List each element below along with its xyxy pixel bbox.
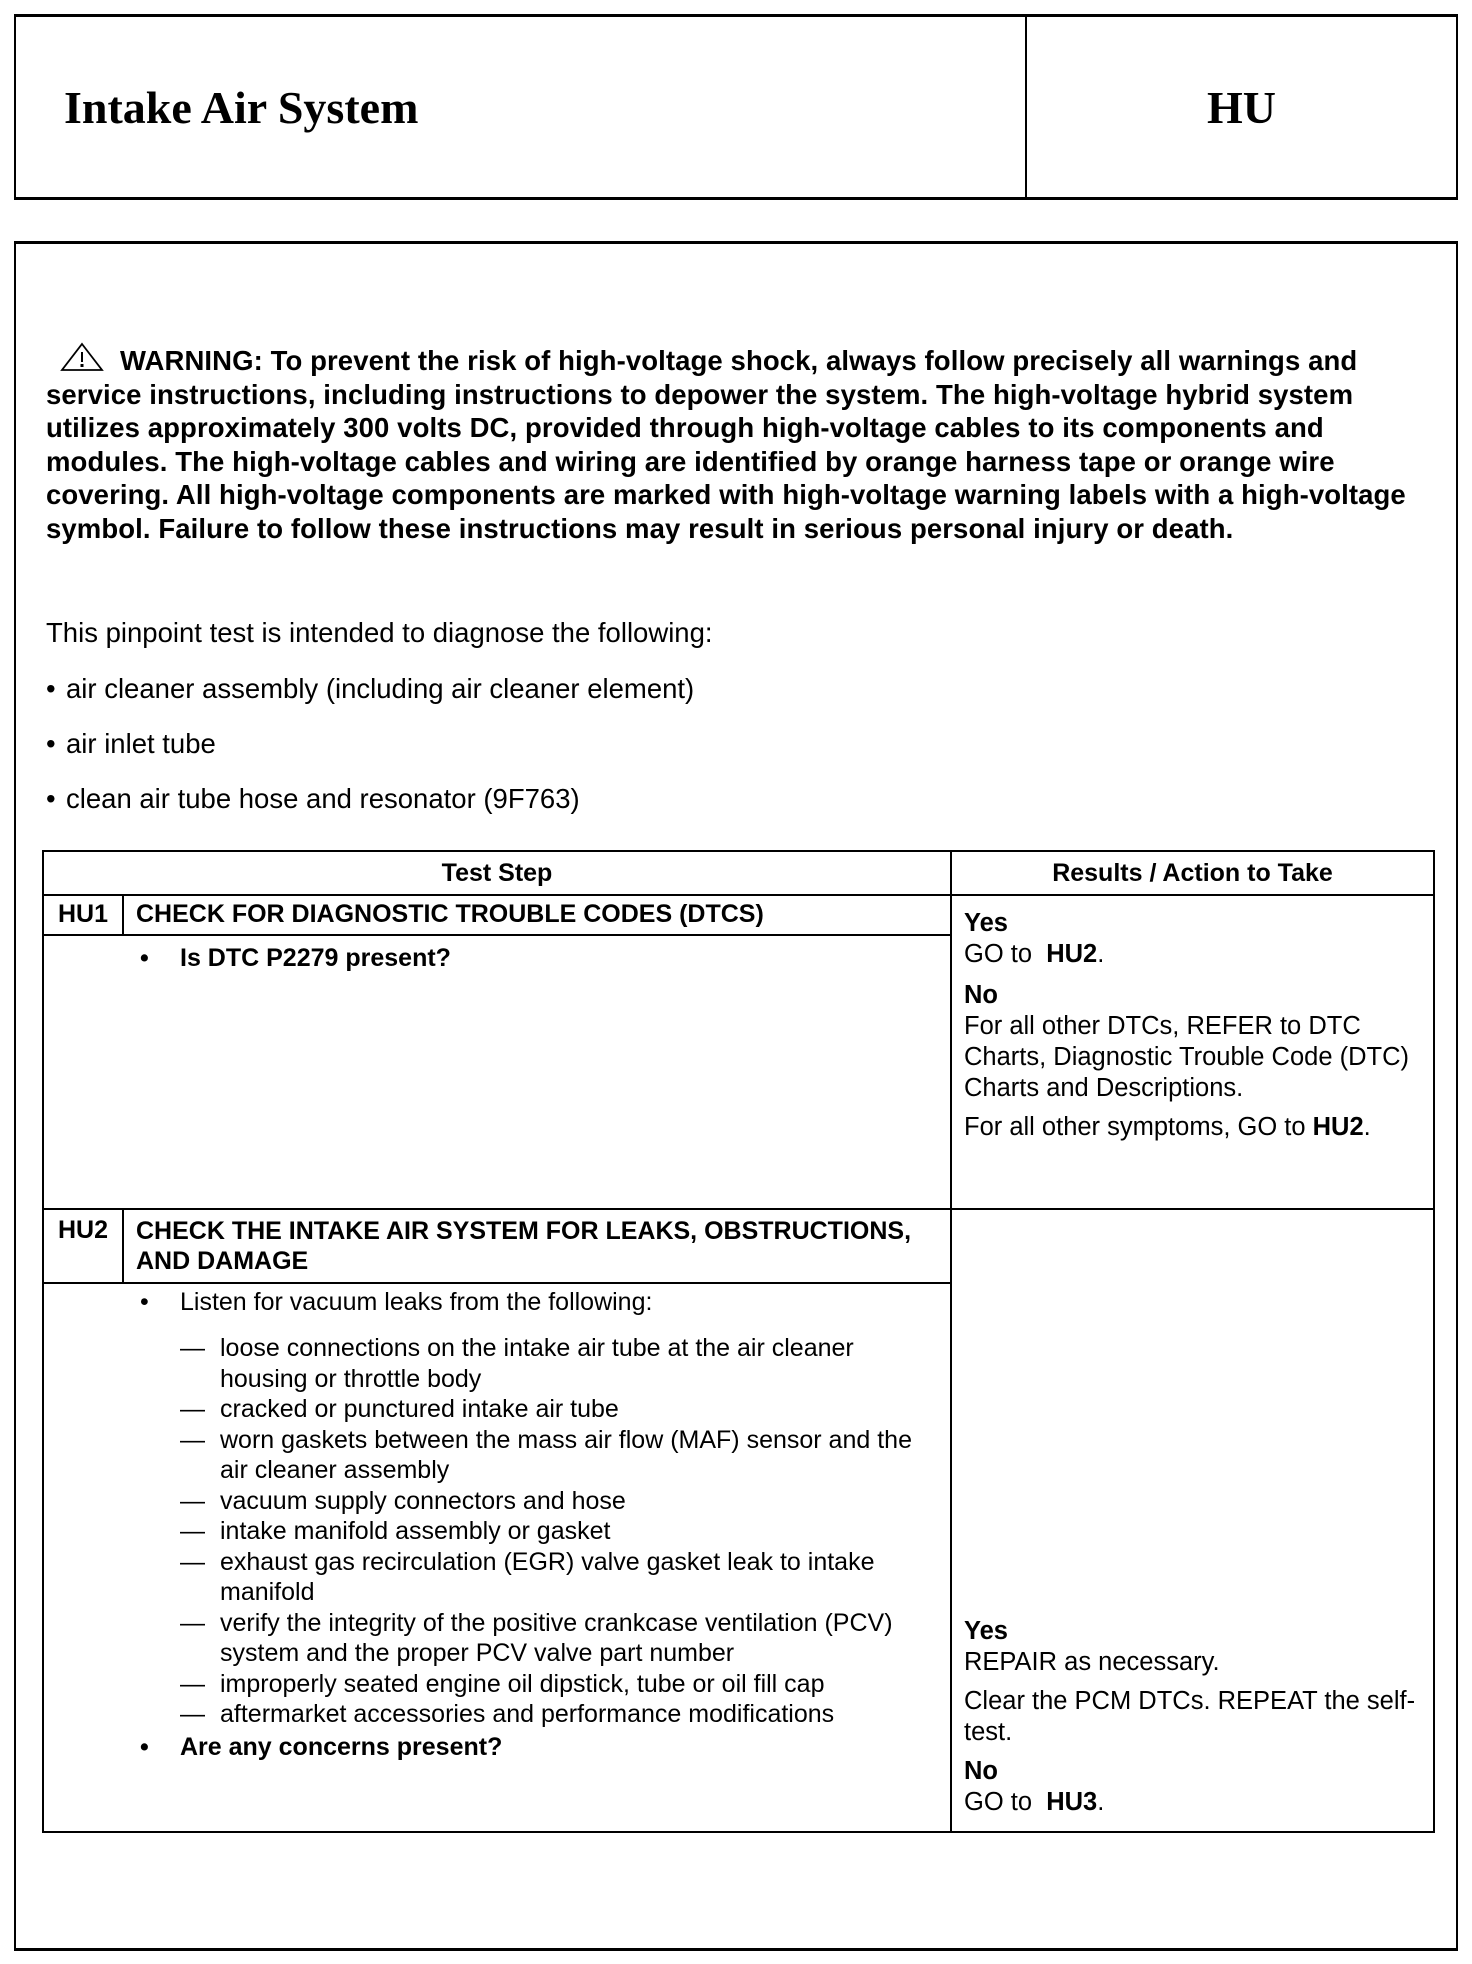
yes-label: Yes	[964, 909, 1008, 937]
step-title-hu1: CHECK FOR DIAGNOSTIC TROUBLE CODES (DTCS)	[124, 894, 950, 936]
list-item: — exhaust gas recirculation (EGR) valve gasket leak to intake manifold	[180, 1547, 875, 1606]
no-action-other: For all other symptoms, GO to HU2.	[964, 1113, 1371, 1141]
step-link-hu3[interactable]: HU3	[1046, 1788, 1098, 1816]
yes-action: REPAIR as necessary.	[964, 1648, 1220, 1676]
page-header	[14, 14, 1458, 200]
no-label: No	[964, 981, 998, 1009]
section-title: Intake Air System	[16, 17, 1027, 197]
bullet-icon: •	[46, 728, 56, 759]
list-item: • air inlet tube	[46, 728, 216, 759]
header-results: Results / Action to Take	[1052, 859, 1333, 887]
results-hu1	[964, 908, 1424, 1143]
step-question-hu2: • Are any concerns present?	[140, 1732, 503, 1761]
no-action: For all other DTCs, REFER to DTC Charts, Diagnostic Trouble Code (DTC) Charts and Descriptions.	[964, 1012, 1409, 1102]
section-code: HU	[1207, 81, 1276, 133]
warning-text: WARNING: To prevent the risk of high-voltage shock, always follow precisely all warnings and service instructions, including instructions to depower the system. The high-voltage hybrid system utilizes approximately 300 volts DC, provided through high-voltage cables to its components and modules. The high-voltage cables and wiring are identified by orange harness tape or orange wire covering. All high-voltage components are marked with high-voltage warning labels with a high-voltage symbol. Failure to follow these instructions may result in serious personal injury or death.	[46, 345, 1406, 544]
test-step-table	[42, 850, 1435, 1833]
warning-notice	[46, 342, 1446, 546]
step-link-hu2[interactable]: HU2	[1312, 1113, 1364, 1141]
results-hu2	[964, 1616, 1424, 1818]
list-item: — verify the integrity of the positive crankcase ventilation (PCV) system and the proper PCV valve part number	[180, 1608, 893, 1667]
intro-text: This pinpoint test is intended to diagnose the following:	[46, 617, 713, 648]
yes-action-2: Clear the PCM DTCs. REPEAT the self-test.	[964, 1687, 1416, 1746]
list-item: — vacuum supply connectors and hose	[180, 1486, 626, 1515]
header-test-step: Test Step	[441, 859, 553, 887]
list-item: — aftermarket accessories and performance modifications	[180, 1700, 835, 1728]
no-label: No	[964, 1757, 998, 1785]
bullet-icon: •	[46, 673, 56, 704]
list-item: • clean air tube hose and resonator (9F763)	[46, 783, 580, 814]
column-divider	[950, 852, 952, 1831]
hu2-lead: • Listen for vacuum leaks from the following:	[140, 1288, 653, 1316]
yes-label: Yes	[964, 1617, 1008, 1645]
bullet-icon: •	[46, 783, 56, 814]
step-link-hu2[interactable]: HU2	[1046, 940, 1098, 968]
list-item: — worn gaskets between the mass air flow (MAF) sensor and the air cleaner assembly	[180, 1425, 912, 1484]
list-item: — improperly seated engine oil dipstick, tube or oil fill cap	[180, 1669, 825, 1698]
list-item: • air cleaner assembly (including air cleaner element)	[46, 673, 695, 704]
content-box	[14, 241, 1458, 1951]
list-item: — intake manifold assembly or gasket	[180, 1517, 611, 1545]
hu2-instructions	[140, 1287, 940, 1762]
list-item: — cracked or punctured intake air tube	[180, 1395, 619, 1423]
yes-action: GO to HU2.	[964, 940, 1105, 968]
warning-triangle-icon	[60, 342, 104, 372]
step-id-hu2: HU2	[44, 1210, 124, 1284]
step-question-hu1: • Is DTC P2279 present?	[140, 944, 451, 972]
diagnose-list	[46, 672, 694, 837]
list-item: — loose connections on the intake air tube at the air cleaner housing or throttle body	[180, 1334, 854, 1393]
step-title-hu2: CHECK THE INTAKE AIR SYSTEM FOR LEAKS, OBSTRUCTIONS, AND DAMAGE	[124, 1210, 950, 1284]
step-id-hu1: HU1	[44, 894, 124, 936]
table-header-row	[44, 852, 1433, 896]
no-action: GO to HU3.	[964, 1788, 1105, 1816]
